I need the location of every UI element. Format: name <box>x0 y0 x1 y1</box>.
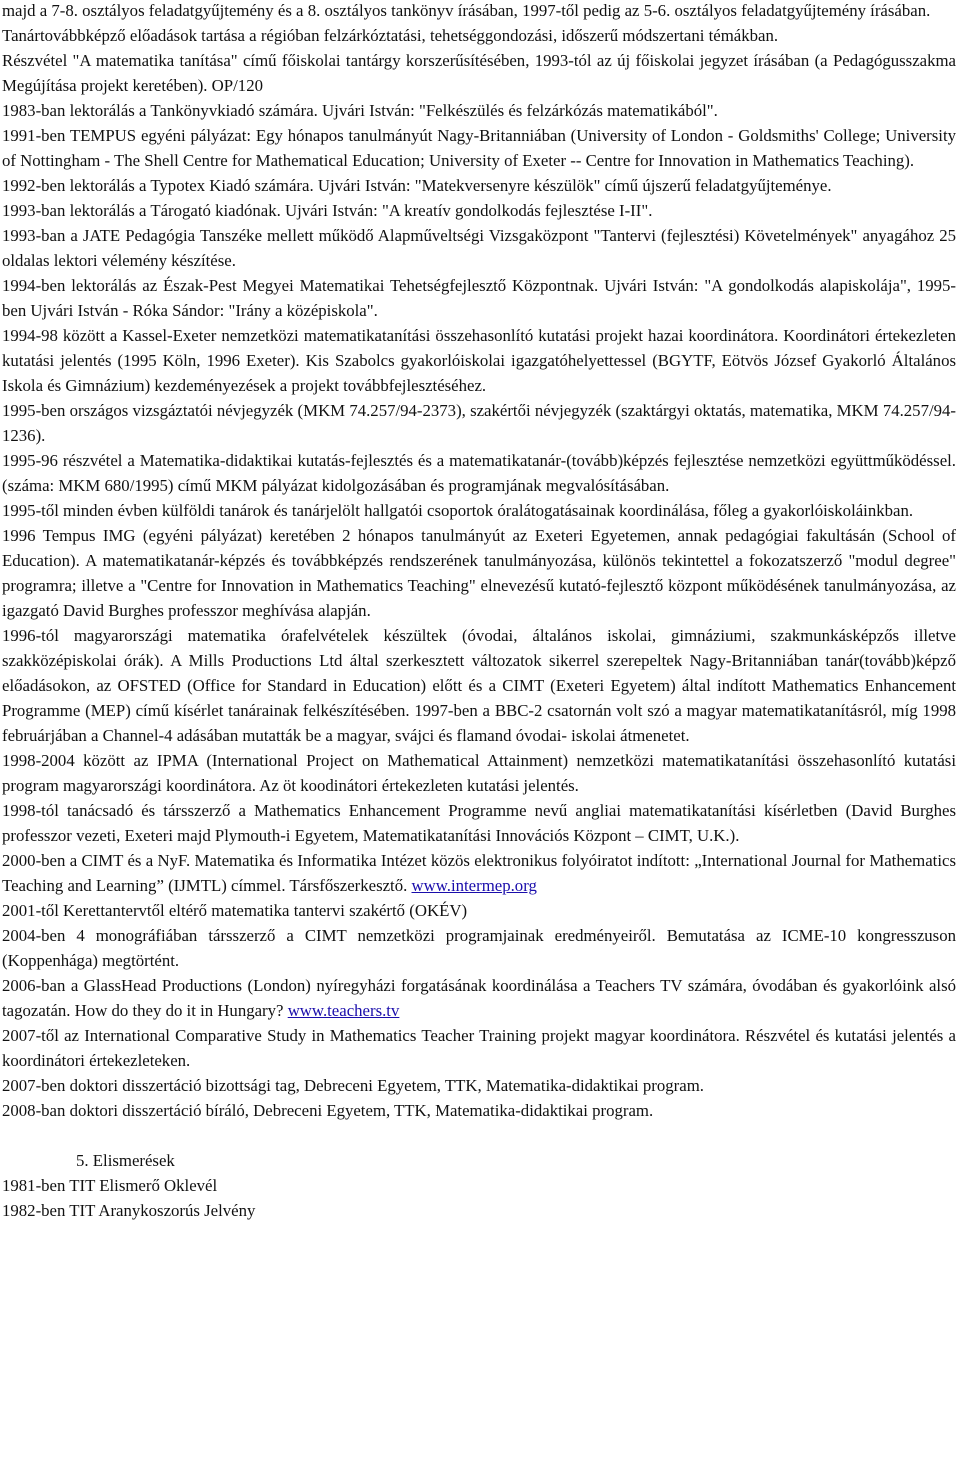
paragraph-text: 2006-ban a GlassHead Productions (London) nyíregyházi forgatásának koordinálása a Teachers TV számára, óvodában és gyakorlóink alsó tagozatán. How do they do it in Hungary? <box>2 976 956 1020</box>
paragraph-text: 1996-tól magyarországi matematika órafelvételek készültek (óvodai, általános iskolai, gimnáziumi, szakmunkásképzős illetve szakközépiskolai órák). A Mills Productions Ltd által szerkesztett változatok sikerrel szerepeltek Nagy-Britanniában tanár(tovább)képző előadásokon, az OFSTED (Office for Standard in Education) előtt és a CIMT (Exeteri Egyetem) által indított Mathematics Enhancement Programme (MEP) című kísérlet tanárainak felkészítésében. 1997-ben a BBC-2 csatornán volt szó a magyar matematikatanításról, míg 1998 februárjában a Channel-4 adásában mutatták be a magyar, svájci és flamand óvodai- iskolai átmenetet. <box>2 626 956 745</box>
paragraph-text: 2007-ben doktori disszertáció bizottsági tag, Debreceni Egyetem, TTK, Matematika-didaktikai program. <box>2 1076 704 1095</box>
paragraph-text: 2001-től Kerettantervtől eltérő matematika tantervi szakértő (OKÉV) <box>2 901 468 920</box>
award-item: 1982-ben TIT Aranykoszorús Jelvény <box>2 1201 256 1220</box>
paragraph <box>2 448 956 498</box>
paragraph <box>2 748 956 798</box>
paragraph <box>2 923 956 973</box>
paragraph-text: 1996 Tempus IMG (egyéni pályázat) keretében 2 hónapos tanulmányút az Exeteri Egyetemen, annak pedagógiai fakultásán (School of Education). A matematikatanár-képzés és továbbképzés rendszerének tanulmányozása, különös tekintettel a fokozatszerző "modul degree" programra; illetve a "Centre for Innovation in Mathematics Teaching" elnevezésű kutató-fejlesztő központ működésének tanulmányozása, az igazgató David Burghes professzor meghívása alapján. <box>2 526 956 620</box>
paragraph <box>2 523 956 623</box>
paragraph-text: 2007-től az International Comparative Study in Mathematics Teacher Training projekt magyar koordinátora. Részvétel és kutatási jelentés a koordinátori értekezleteken. <box>2 1026 956 1070</box>
paragraph-text: 2008-ban doktori disszertáció bíráló, Debreceni Egyetem, TTK, Matematika-didaktikai program. <box>2 1101 654 1120</box>
paragraph <box>2 973 956 1023</box>
web-link[interactable]: www.intermep.org <box>411 876 537 895</box>
paragraph <box>2 0 956 23</box>
paragraph-text: 1995-ben országos vizsgáztatói névjegyzék (MKM 74.257/94-2373), szakértői névjegyzék (szaktárgyi oktatás, matematika, MKM 74.257/94-1236). <box>2 401 956 445</box>
web-link[interactable]: www.teachers.tv <box>287 1001 400 1020</box>
paragraph-text: 1994-ben lektorálás az Észak-Pest Megyei Matematikai Tehetségfejlesztő Központnak. Ujvári István: "A gondolkodás alapiskolája", 1995-ben Ujvári István - Róka Sándor: "Irány a középiskola". <box>2 276 956 320</box>
paragraph-text: majd a 7-8. osztályos feladatgyűjtemény és a 8. osztályos tankönyv írásában, 1997-től pedig az 5-6. osztályos feladatgyűjtemény írásában. <box>2 1 931 20</box>
paragraph <box>2 223 956 273</box>
paragraph-text: 2004-ben 4 monográfiában társszerző a CIMT nemzetközi programjainak eredményeiről. Bemutatása az ICME-10 kongresszuson (Koppenhága) megtörtént. <box>2 926 956 970</box>
paragraph <box>2 323 956 398</box>
paragraph <box>2 848 956 898</box>
document-page <box>2 0 956 1223</box>
paragraph-text: 1992-ben lektorálás a Typotex Kiadó számára. Ujvári István: "Matekversenyre készülök" című újszerű feladatgyűjteménye. <box>2 176 832 195</box>
paragraph <box>2 398 956 448</box>
section-heading: 5. Elismerések <box>76 1151 175 1170</box>
section-gap <box>2 1123 956 1148</box>
paragraph-text: 1993-ban lektorálás a Tárogató kiadónak. Ujvári István: "A kreatív gondolkodás fejlesztése I-II". <box>2 201 653 220</box>
award-item: 1981-ben TIT Elismerő Oklevél <box>2 1176 218 1195</box>
paragraph <box>2 1098 956 1123</box>
paragraph-text: 1995-96 részvétel a Matematika-didaktikai kutatás-fejlesztés és a matematikatanár-(tovább)képzés fejlesztése nemzetközi együttműködéssel. (száma: MKM 680/1995) című MKM pályázat kidolgozásában és programjának megvalósításában. <box>2 451 956 495</box>
paragraph-text: 1991-ben TEMPUS egyéni pályázat: Egy hónapos tanulmányút Nagy-Britanniában (University of London - Goldsmiths' College; University of Nottingham - The Shell Centre for Mathematical Education; University of Exeter -- Centre for Innovation in Mathematics Teaching). <box>2 126 956 170</box>
paragraph-text: 1983-ban lektorálás a Tankönyvkiadó számára. Ujvári István: "Felkészülés és felzárkózás matematikából". <box>2 101 718 120</box>
paragraph <box>2 273 956 323</box>
paragraph <box>2 198 956 223</box>
paragraph <box>2 498 956 523</box>
paragraph <box>2 798 956 848</box>
paragraph <box>2 48 956 98</box>
paragraph-text: 2000-ben a CIMT és a NyF. Matematika és Informatika Intézet közös elektronikus folyóiratot indított: „International Journal for Mathematics Teaching and Learning” (IJMTL) címmel. Társfőszerkesztő. <box>2 851 956 895</box>
paragraph-text: Tanártovábbképző előadások tartása a régióban felzárkóztatási, tehetséggondozási, időszerű módszertani témákban. <box>2 26 779 45</box>
paragraph <box>2 98 956 123</box>
paragraph-list <box>2 0 956 1123</box>
paragraph-text: 1998-2004 között az IPMA (International Project on Mathematical Attainment) nemzetközi matematikatanítási összehasonlító kutatási program magyarországi koordinátora. Az öt koodinátori értekezleten kutatási jelentés. <box>2 751 956 795</box>
paragraph <box>2 898 956 923</box>
paragraph <box>2 23 956 48</box>
paragraph-text: 1998-tól tanácsadó és társszerző a Mathematics Enhancement Programme nevű angliai matematikatanítási kísérletben (David Burghes professzor vezeti, Exeteri majd Plymouth-i Egyetem, Matematikatanítási Innovációs Központ – CIMT, U.K.). <box>2 801 956 845</box>
paragraph <box>2 1073 956 1098</box>
paragraph-text: 1994-98 között a Kassel-Exeter nemzetközi matematikatanítási összehasonlító kutatási projekt hazai koordinátora. Koordinátori értekezleten kutatási jelentés (1995 Köln, 1996 Exeter). Kis Szabolcs gyakorlóiskolai igazgatóhelyettessel (BGYTF, Eötvös József Gyakorló Általános Iskola és Gimnázium) kezdeményezések a projekt továbbfejlesztéséhez. <box>2 326 956 395</box>
paragraph-text: 1995-től minden évben külföldi tanárok és tanárjelölt hallgatói csoportok óralátogatásainak koordinálása, főleg a gyakorlóiskoláinkban. <box>2 501 914 520</box>
paragraph <box>2 1023 956 1073</box>
paragraph <box>2 623 956 748</box>
paragraph-text: Részvétel "A matematika tanítása" című főiskolai tantárgy korszerűsítésében, 1993-tól az új főiskolai jegyzet írásában (a Pedagógusszakma Megújítása projekt keretében). OP/120 <box>2 51 956 95</box>
paragraph <box>2 123 956 173</box>
paragraph <box>2 173 956 198</box>
paragraph-text: 1993-ban a JATE Pedagógia Tanszéke mellett működő Alapműveltségi Vizsgaközpont "Tantervi (fejlesztési) Követelmények" anyagához 25 oldalas lektori vélemény készítése. <box>2 226 956 270</box>
